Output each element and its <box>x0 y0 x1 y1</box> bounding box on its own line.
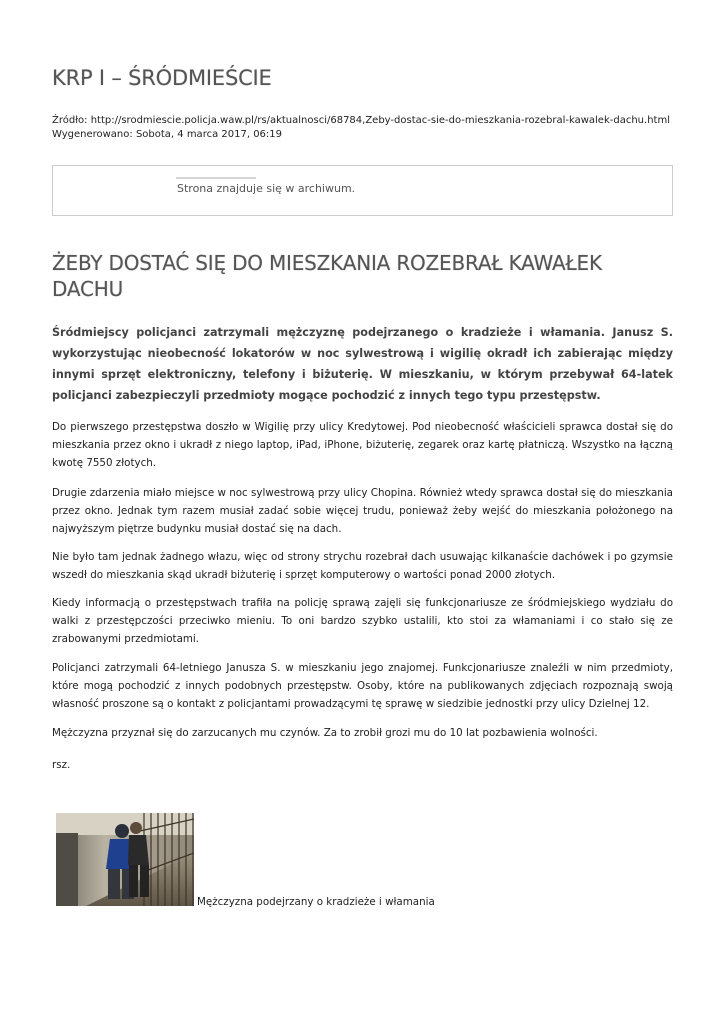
site-title: KRP I – ŚRÓDMIEŚCIE <box>52 66 272 90</box>
generated-line: Wygenerowano: Sobota, 4 marca 2017, 06:19 <box>52 129 283 140</box>
figure-caption: Mężczyzna podejrzany o kradzieże i włamania <box>197 896 435 908</box>
article-title: ŻEBY DOSTAĆ SIĘ DO MIESZKANIA ROZEBRAŁ KAWAŁEK DACHU <box>52 251 602 301</box>
archive-divider <box>176 177 256 179</box>
article-paragraph: Nie było tam jednak żadnego włazu, więc od strony strychu rozebrał dach usuwając kilkanaście dachówek i po gzymsie wszedł do mieszkania skąd ukradł biżuterię i sprzęt komputerowy o wartości ponad 2000 złotych. <box>52 551 673 581</box>
article-paragraph: Drugie zdarzenia miało miejsce w noc sylwestrową przy ulicy Chopina. Również wtedy sprawca dostał się do mieszkania przez okno. Jednak tym razem musiał zadać sobie więcej trudu, ponieważ żeby wejść do mieszkania położonego na najwyższym piętrze budynku musiał dostać się na dach. <box>52 487 673 535</box>
document-meta <box>52 114 670 142</box>
article-signature: rsz. <box>52 759 71 771</box>
archive-notice-text: Strona znajduje się w archiwum. <box>177 182 356 195</box>
source-line: Źródło: http://srodmiescie.policja.waw.pl/rs/aktualnosci/68784,Zeby-dostac-sie-do-mieszkania-rozebral-kawalek-dachu.html <box>52 115 670 126</box>
article-lead: Śródmiejscy policjanci zatrzymali mężczyznę podejrzanego o kradzieże i włamania. Janusz S. wykorzystując nieobecność lokatorów w noc sylwestrową i wigilię okradł ich zabierając między innymi sprzęt elektroniczny, telefony i biżuterię. W mieszkaniu, w którym przebywał 64-latek policjanci zabezpieczyli przedmioty mogące pochodzić z innych tego typu przestępstw. <box>52 326 673 402</box>
suspect-photo[interactable] <box>56 813 194 906</box>
article-paragraph: Do pierwszego przestępstwa doszło w Wigilię przy ulicy Kredytowej. Pod nieobecność właścicieli sprawca dostał się do mieszkania przez okno i ukradł z niego laptop, iPad, iPhone, biżuterię, zegarek oraz kartę płatniczą. Wszystko na łączną kwotę 7550 złotych. <box>52 421 673 469</box>
article-paragraph: Kiedy informacją o przestępstwach trafiła na policję sprawą zajęli się funkcjonariusze ze śródmiejskiego wydziału do walki z przestępczości przeciwko mieniu. To oni bardzo szybko ustalili, kto stoi za włamaniami i co stało się ze zrabowanymi przedmiotami. <box>52 597 673 645</box>
archive-notice-box <box>52 165 673 216</box>
article-figure <box>56 813 616 913</box>
article-paragraph: Policjanci zatrzymali 64-letniego Janusza S. w mieszkaniu jego znajomej. Funkcjonariusze znaleźli w nim przedmioty, które mogą pochodzić z innych podobnych przestępstw. Osoby, które na publikowanych zdjęciach rozpoznają swoją własność proszone są o kontakt z policjantami prowadzącymi tę sprawę w siedzibie jednostki przy ulicy Dzielnej 12. <box>52 662 673 710</box>
article-paragraph: Mężczyzna przyznał się do zarzucanych mu czynów. Za to zrobił grozi mu do 10 lat pozbawienia wolności. <box>52 727 598 739</box>
